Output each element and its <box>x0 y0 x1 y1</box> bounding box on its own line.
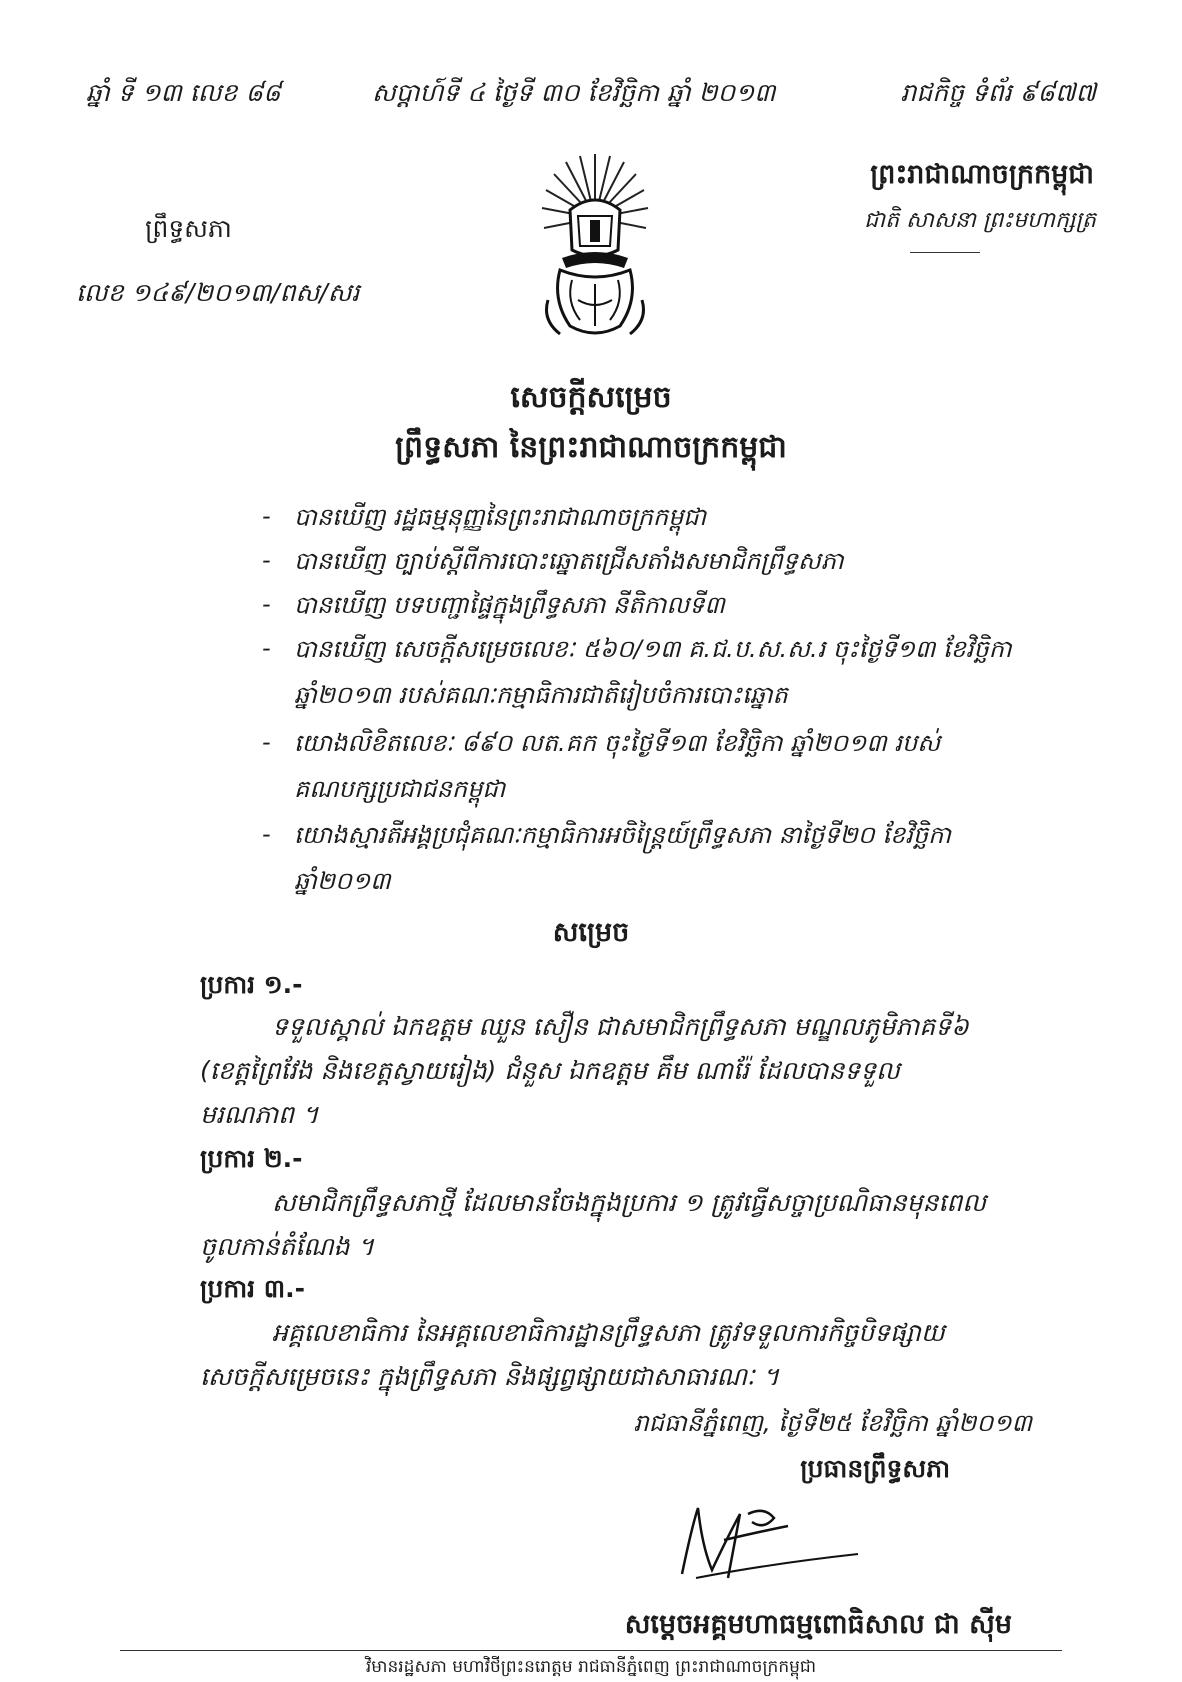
article-1-text: (ខេត្តព្រៃវែង និងខេត្តស្វាយរៀង) ជំនួស ឯកឧត្តម គឹម ណារ៉ែ ដែលបានទទួល <box>200 1056 900 1085</box>
preamble-item: បានឃើញ ច្បាប់ស្តីពីការបោះឆ្នោតជ្រើសតាំងសមាជិកព្រឹទ្ធសភា <box>294 547 844 575</box>
preamble-dash: - <box>262 728 271 756</box>
gazette-week-date: សប្តាហ៍ទី ៤ ថ្ងៃទី ៣០ ខែវិច្ឆិកា ឆ្នាំ ២០១៣ <box>372 78 776 107</box>
preamble-dash: - <box>262 634 271 662</box>
signatory-title: ប្រធានព្រឹទ្ធសភា <box>800 1454 950 1483</box>
signing-place-date: រាជធានីភ្នំពេញ, ថ្ងៃទី២៥ ខែវិច្ឆិកា ឆ្នាំ២០១៣ <box>633 1409 1032 1437</box>
reference-number: លេខ ១៤៩/២០១៣/ពស/សរ <box>76 278 360 307</box>
signatory-name: សម្តេចអគ្គមហាធម្មពោធិសាល ជា ស៊ីម <box>624 1609 1012 1640</box>
gazette-issue-number: ឆ្នាំ ទី ១៣ លេខ ៨៨ <box>86 78 281 107</box>
kingdom-name: ព្រះរាជាណាចក្រកម្ពុជា <box>870 159 1094 190</box>
article-3-heading: ប្រការ ៣.- <box>200 1274 305 1303</box>
footer-divider <box>120 1650 1062 1651</box>
preamble-item-continued: ឆ្នាំ២០១៣ របស់គណៈកម្មាធិការជាតិរៀបចំការបោះឆ្នោត <box>294 681 788 709</box>
motto-divider <box>910 252 980 253</box>
preamble-item: បានឃើញ រដ្ឋធម្មនុញ្ញនៃព្រះរាជាណាចក្រកម្ពុជា <box>294 503 707 531</box>
article-2-heading: ប្រការ ២.- <box>200 1144 303 1173</box>
preamble-dash: - <box>262 590 271 618</box>
preamble-item-continued: គណបក្សប្រជាជនកម្ពុជា <box>294 775 506 803</box>
preamble-item: បានឃើញ សេចក្តីសម្រេចលេខៈ ៥៦០/១៣ គ.ជ.ប.ស.ស.រ ចុះថ្ងៃទី១៣ ខែវិច្ឆិកា <box>294 635 1012 663</box>
article-1-heading: ប្រការ ១.- <box>200 970 303 999</box>
article-3-text: អគ្គលេខាធិការ នៃអគ្គលេខាធិការដ្ឋានព្រឹទ្ធសភា ត្រូវទទួលការកិច្ចបិទផ្សាយ <box>272 1318 945 1347</box>
preamble-item: បានឃើញ បទបញ្ជាផ្ទៃក្នុងព្រឹទ្ធសភា នីតិកាលទី៣ <box>294 591 725 619</box>
preamble-item-continued: ឆ្នាំ២០១៣ <box>294 867 391 895</box>
issuer-name: ព្រឹទ្ធសភា <box>145 214 232 243</box>
article-2-text: សមាជិកព្រឹទ្ធសភាថ្មី ដែលមានចែងក្នុងប្រការ ១ ត្រូវធ្វើសច្ចាប្រណិធានមុនពេល <box>272 1188 987 1217</box>
article-1-text: មរណភាព ។ <box>200 1100 319 1129</box>
article-2-text: ចូលកាន់តំណែង ។ <box>200 1232 374 1261</box>
royal-coat-of-arms-icon <box>540 150 650 340</box>
article-3-text: សេចក្តីសម្រេចនេះ ក្នុងព្រឹទ្ធសភា និងផ្សព្វផ្សាយជាសាធារណៈ ។ <box>200 1362 780 1391</box>
footer-address: វិមានរដ្ឋសភា មហាវិថីព្រះនរោត្តម រាជធានីភ្នំពេញ ព្រះរាជាណាចក្រកម្ពុជា <box>365 1657 817 1677</box>
kingdom-motto: ជាតិ សាសនា ព្រះមហាក្សត្រ <box>864 208 1096 233</box>
preamble-dash: - <box>262 502 271 530</box>
preamble-item: យោងលិខិតលេខៈ ៨៩០ លត.គក ចុះថ្ងៃទី១៣ ខែវិច្ឆិកា ឆ្នាំ២០១៣ របស់ <box>294 729 941 757</box>
handwritten-signature <box>668 1496 868 1586</box>
decision-subtitle: ព្រឹទ្ធសភា នៃព្រះរាជាណាចក្រកម្ពុជា <box>395 430 787 465</box>
article-1-text: ទទួលស្គាល់ ឯកឧត្តម ឈួន សឿន ជាសមាជិកព្រឹទ្ធសភា មណ្ឌលភូមិភាគទី៦ <box>272 1012 969 1041</box>
gazette-page-number: រាជកិច្ច ទំព័រ ៩៨៧៧ <box>900 78 1096 107</box>
preamble-dash: - <box>262 546 271 574</box>
decide-heading: សម្រេច <box>552 917 630 948</box>
preamble-item: យោងស្មារតីអង្គប្រជុំគណៈកម្មាធិការអចិន្ត្រៃយ៍ព្រឹទ្ធសភា នាថ្ងៃទី២០ ខែវិច្ឆិកា <box>294 821 951 849</box>
preamble-dash: - <box>262 820 271 848</box>
decision-title: សេចក្តីសម្រេច <box>510 380 672 415</box>
